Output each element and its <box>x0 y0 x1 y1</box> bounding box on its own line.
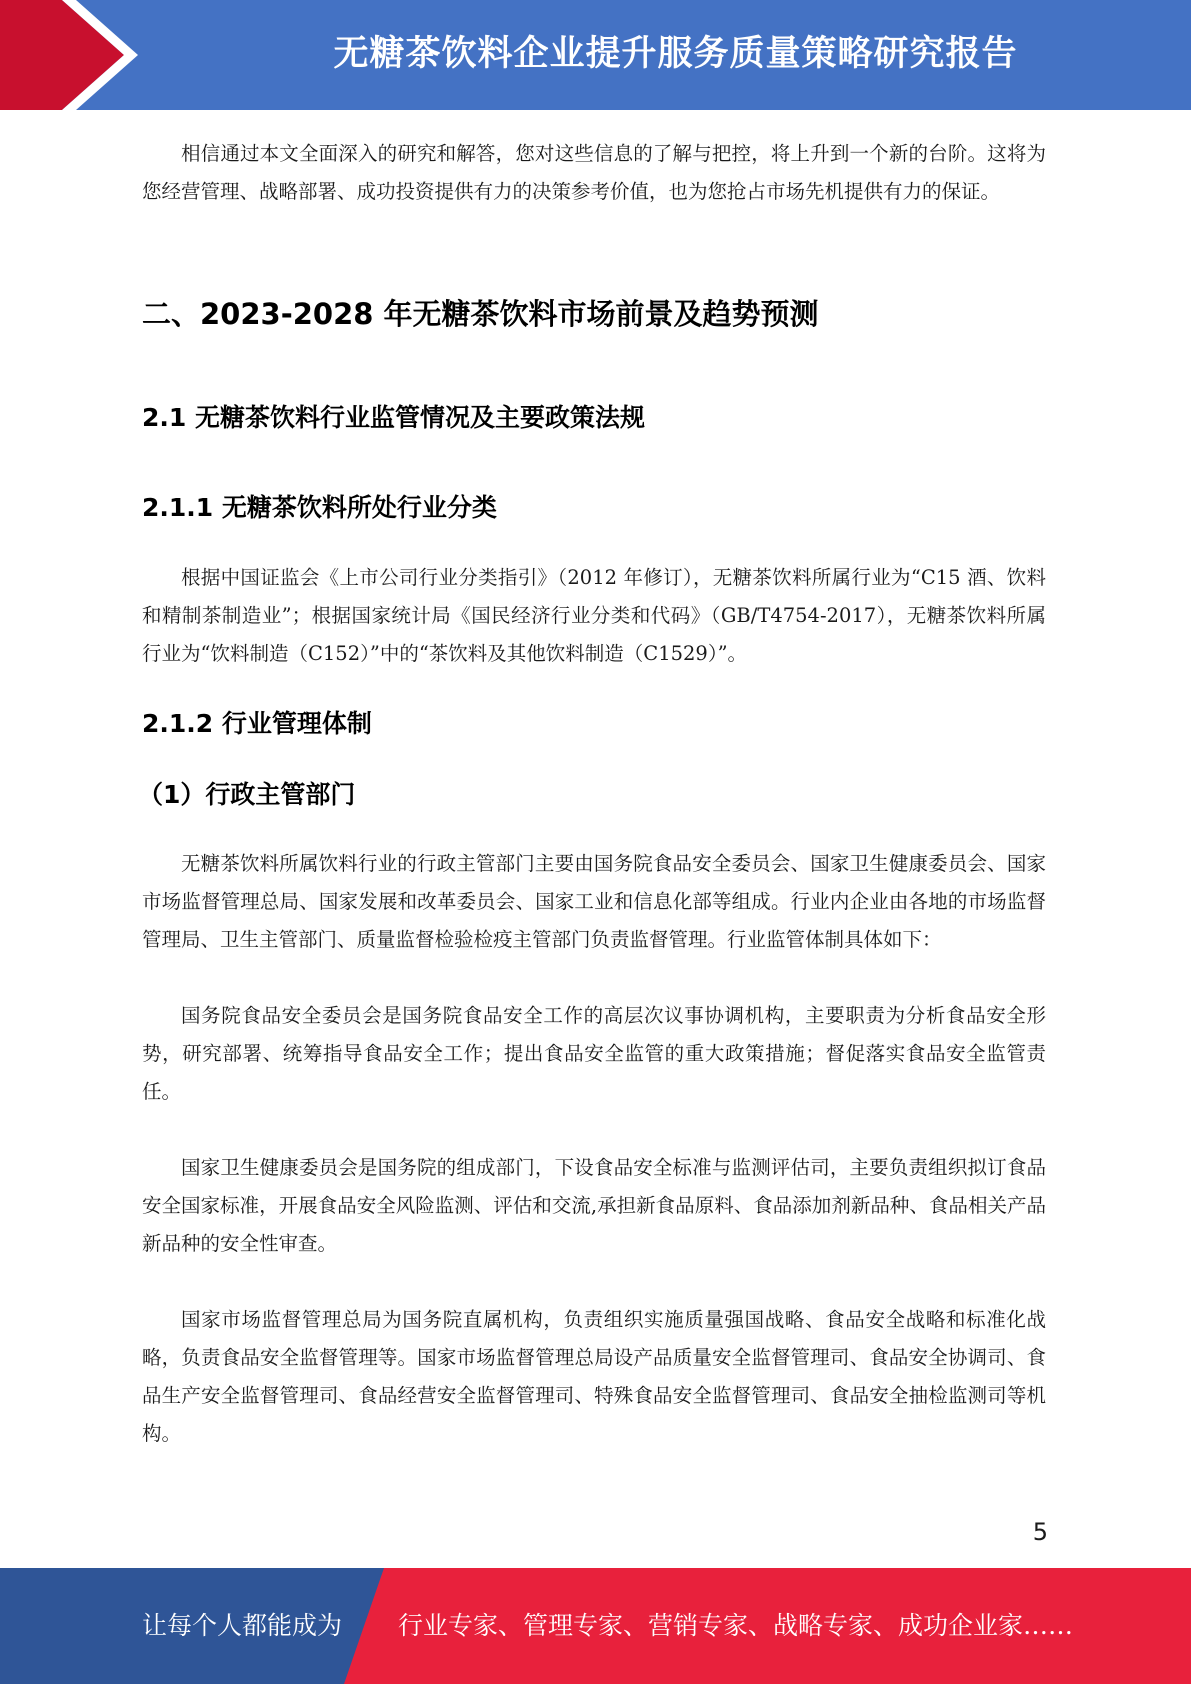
header-banner <box>0 0 1191 110</box>
section-heading-2: 二、2023-2028 年无糖茶饮料市场前景及趋势预测 <box>142 297 819 331</box>
industry-classification-paragraph: 根据中国证监会《上市公司行业分类指引》（2012 年修订），无糖茶饮料所属行业为“C15 酒、饮料和精制茶制造业”；根据国家统计局《国民经济行业分类和代码》（GB/T4754-2017），无糖茶饮料所属行业为“饮料制造（C152）”中的“茶饮料及其他饮料制造（C1529）”。 <box>142 566 1046 665</box>
page-number: 5 <box>1032 1518 1048 1546</box>
intro-section <box>142 135 1046 211</box>
body-paragraph: 国家市场监督管理总局为国务院直属机构，负责组织实施质量强国战略、食品安全战略和标准化战略，负责食品安全监督管理等。国家市场监督管理总局设产品质量安全监督管理司、食品安全协调司、食品生产安全监督管理司、食品经营安全监督管理司、特殊食品安全监督管理司、食品安全抽检监测司等机构。 <box>142 1308 1046 1445</box>
footer-slogan-right: 行业专家、管理专家、营销专家、战略专家、成功企业家…… <box>398 1611 1074 1640</box>
footer-slogan-left: 让每个人都能成为 <box>142 1611 343 1640</box>
chevron-arrow-decoration <box>0 0 150 110</box>
report-title: 无糖茶饮料企业提升服务质量策略研究报告 <box>333 34 1018 74</box>
administrative-departments-section <box>142 845 1046 1453</box>
section-heading-2-1: 2.1 无糖茶饮料行业监管情况及主要政策法规 <box>142 403 645 432</box>
intro-paragraph: 相信通过本文全面深入的研究和解答，您对这些信息的了解与把控，将上升到一个新的台阶。这将为您经营管理、战略部署、成功投资提供有力的决策参考价值，也为您抢占市场先机提供有力的保证。 <box>142 142 1046 203</box>
body-paragraph: 国务院食品安全委员会是国务院食品安全工作的高层次议事协调机构，主要职责为分析食品安全形势，研究部署、统筹指导食品安全工作；提出食品安全监管的重大政策措施；督促落实食品安全监管责任。 <box>142 1004 1046 1103</box>
body-paragraph: 国家卫生健康委员会是国务院的组成部门，下设食品安全标准与监测评估司，主要负责组织拟订食品安全国家标准，开展食品安全风险监测、评估和交流,承担新食品原料、食品添加剂新品种、食品相关产品新品种的安全性审查。 <box>142 1156 1046 1255</box>
section-heading-2-1-1: 2.1.1 无糖茶饮料所处行业分类 <box>142 493 497 522</box>
sub-heading-administrative-departments: （1）行政主管部门 <box>138 780 356 809</box>
footer-band <box>0 1568 1191 1684</box>
section-heading-2-1-2: 2.1.2 行业管理体制 <box>142 709 372 738</box>
body-paragraph: 无糖茶饮料所属饮料行业的行政主管部门主要由国务院食品安全委员会、国家卫生健康委员会、国家市场监督管理总局、国家发展和改革委员会、国家工业和信息化部等组成。行业内企业由各地的市场监督管理局、卫生主管部门、质量监督检验检疫主管部门负责监督管理。行业监管体制具体如下： <box>142 852 1046 951</box>
industry-classification-section <box>142 559 1046 673</box>
